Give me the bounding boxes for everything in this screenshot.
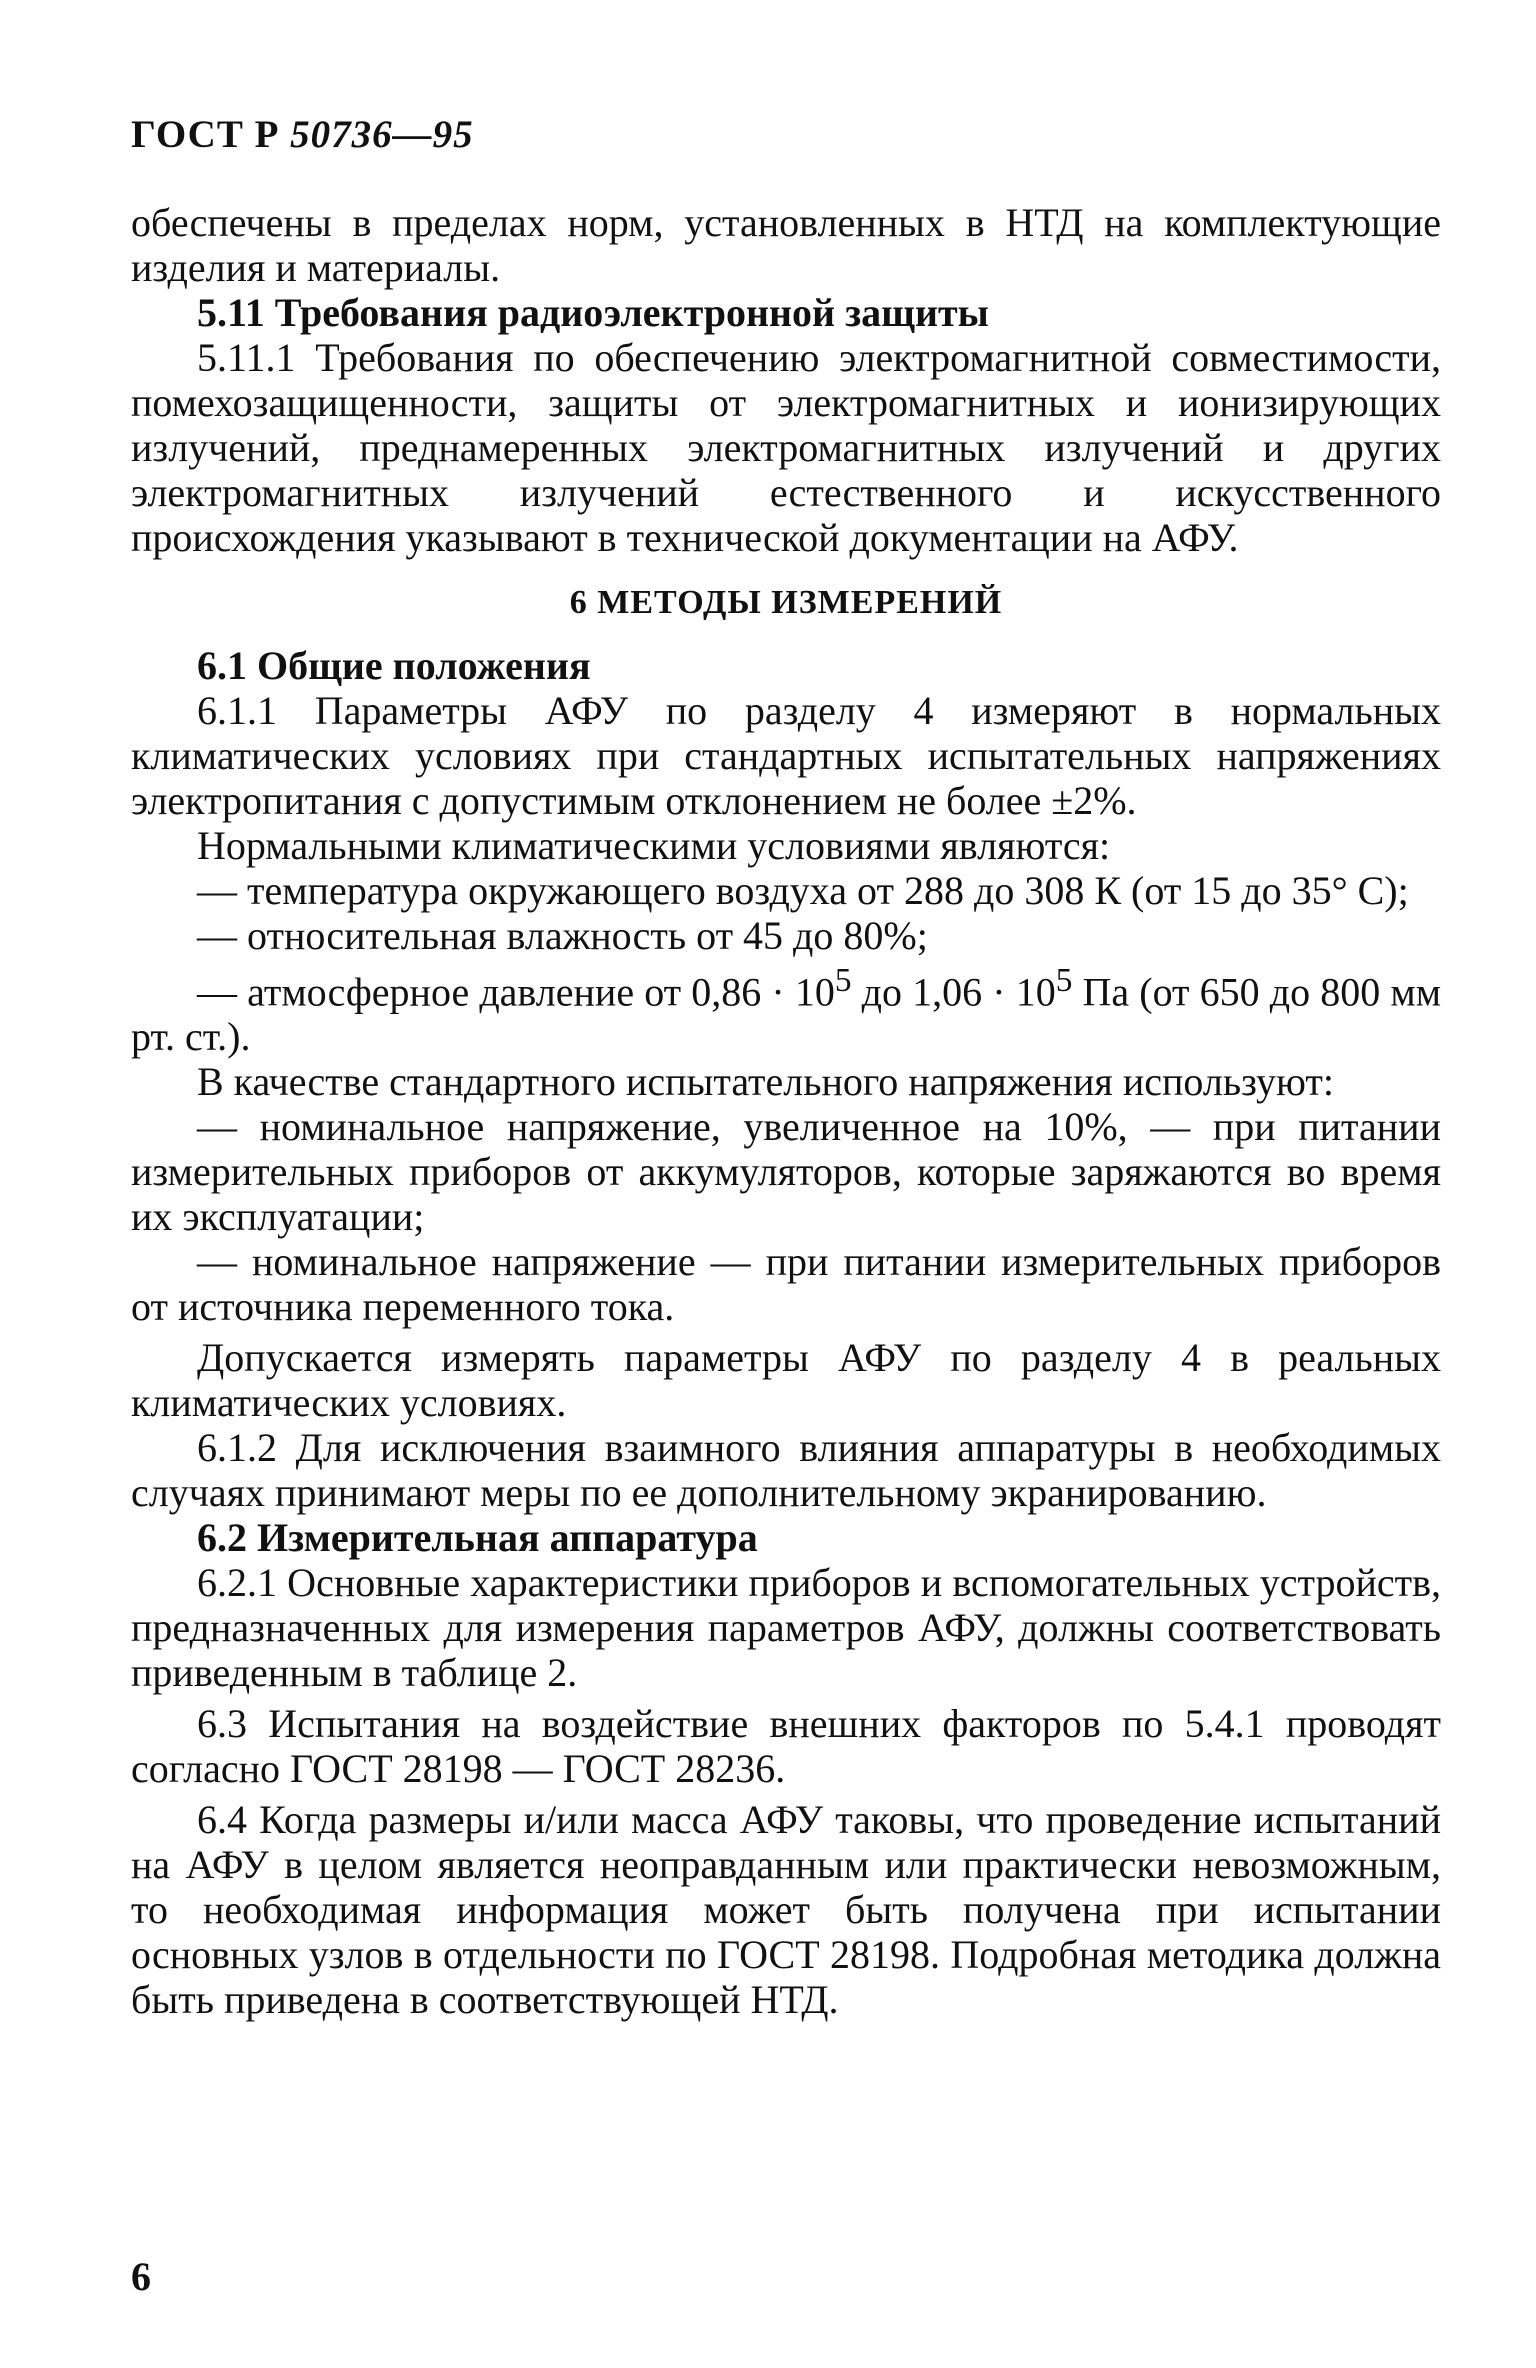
list-item-voltage-battery: — номинальное напряжение, увеличенное на 10%, — при питании измерительных приборов от аккумуляторов, которые заряжаются во время их эксплуатации; (131, 1104, 1441, 1240)
standard-header (131, 112, 474, 157)
paragraph-6-1-2: 6.1.2 Для исключения взаимного влияния аппаратуры в необходимых случаях принимают меры по ее дополнительному экранированию. (131, 1425, 1441, 1516)
paragraph-6-3: 6.3 Испытания на воздействие внешних факторов по 5.4.1 проводят согласно ГОСТ 28198 — ГОСТ 28236. (131, 1701, 1441, 1792)
standard-prefix: ГОСТ Р (131, 113, 280, 156)
pressure-text-3: Па (от 650 до 800 мм рт. ст.). (131, 969, 1441, 1060)
paragraph-6-2-1: 6.2.1 Основные характеристики приборов и вспомогательных устройств, предназначенных для измерения параметров АФУ, должны соответствовать приведенным в таблице 2. (131, 1560, 1441, 1696)
pressure-text-2: до 1,06 · 10 (851, 969, 1056, 1015)
paragraph-6-4: 6.4 Когда размеры и/или масса АФУ таковы, что проведение испытаний на АФУ в целом является неоправданным или практически невозможным, то необходимая информация может быть получена при испытании основных узлов в отдельности по ГОСТ 28198. Подробная методика должна быть приведена в соответствующей НТД. (131, 1797, 1441, 2023)
pressure-exponent-1: 5 (834, 962, 852, 999)
paragraph-normal-conditions: Нормальными климатическими условиями являются: (197, 823, 1111, 868)
subsection-heading-5-11: 5.11 Требования радиоэлектронной защиты (197, 290, 989, 335)
paragraph-continuation: обеспечены в пределах норм, установленных в НТД на комплектующие изделия и материалы. (131, 200, 1441, 290)
paragraph-real-conditions: Допускается измерять параметры АФУ по разделу 4 в реальных климатических условиях. (131, 1335, 1441, 1426)
list-item-temperature: — температура окружающего воздуха от 288 до 308 К (от 15 до 35° С); (197, 868, 1409, 913)
subsection-heading-6-1: 6.1 Общие положения (197, 643, 591, 688)
list-item-pressure (131, 958, 1441, 1059)
document-body (131, 200, 1441, 2022)
subsection-heading-6-2: 6.2 Измерительная аппаратура (197, 1515, 758, 1561)
list-item-humidity: — относительная влажность от 45 до 80%; (197, 913, 928, 958)
paragraph-standard-voltage: В качестве стандартного испытательного напряжения используют: (197, 1059, 1334, 1105)
standard-number: 50736—95 (290, 113, 474, 156)
section-title-6: 6 МЕТОДЫ ИЗМЕРЕНИЙ (569, 584, 1003, 621)
page-number: 6 (131, 2254, 151, 2299)
pressure-text-1: — атмосферное давление от 0,86 · 10 (197, 969, 835, 1015)
pressure-exponent-2: 5 (1055, 962, 1073, 999)
list-item-voltage-ac: — номинальное напряжение — при питании измерительных приборов от источника переменного тока. (131, 1239, 1441, 1330)
paragraph-5-11-1: 5.11.1 Требования по обеспечению электромагнитной совместимости, помехозащищенности, защиты от электромагнитных и ионизирующих излучений, преднамеренных электромагнитных излучений и других электромагнитных излучений естественного и искусственного происхождения указывают в технической документации на АФУ. (131, 335, 1441, 560)
paragraph-6-1-1: 6.1.1 Параметры АФУ по разделу 4 измеряют в нормальных климатических условиях при стандартных испытательных напряжениях электропитания с допустимым отклонением не более ±2%. (131, 688, 1441, 823)
